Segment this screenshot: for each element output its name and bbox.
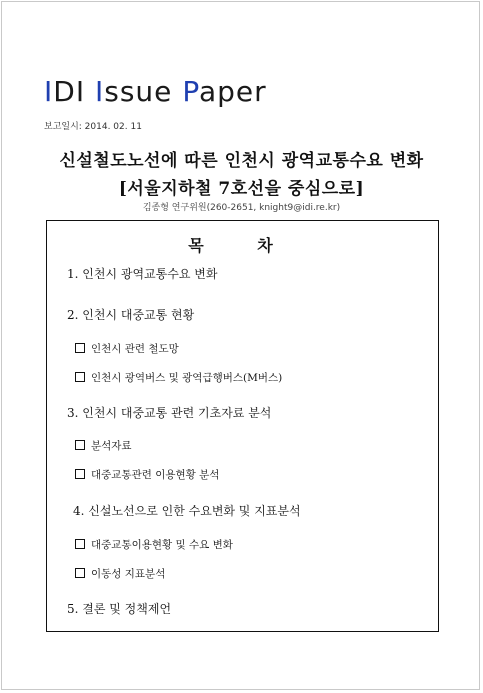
checkbox-icon — [75, 372, 85, 382]
toc-subitem-3-1 — [75, 438, 132, 453]
toc-subitem-2-1 — [75, 341, 179, 356]
toc-item-label: 대중교통이용현황 및 수요 변화 — [91, 539, 233, 551]
toc-subitem-2-2 — [75, 370, 282, 385]
document-title: 신설철도노선에 따른 인천시 광역교통수요 변화 — [59, 151, 424, 171]
checkbox-icon — [75, 440, 85, 450]
toc-item-label: 1. 인천시 광역교통수요 변화 — [67, 267, 218, 281]
checkbox-icon — [75, 539, 85, 549]
toc-heading: 목 차 — [188, 236, 297, 255]
toc-item-label: 대중교통관련 이용현황 분석 — [91, 469, 220, 481]
toc-item-label: 5. 결론 및 정책제언 — [67, 602, 172, 616]
logo-text-di: DI — [53, 75, 95, 108]
toc-item-4 — [73, 502, 301, 519]
toc-item-label: 이동성 지표분석 — [91, 568, 166, 580]
checkbox-icon — [75, 343, 85, 353]
logo-initial-issue: I — [94, 75, 105, 108]
toc-subitem-3-2 — [75, 467, 219, 482]
toc-subitem-4-1 — [75, 537, 233, 552]
checkbox-icon — [75, 469, 85, 479]
toc-item-5 — [67, 600, 171, 617]
idi-issue-paper-logo — [44, 74, 267, 110]
checkbox-icon — [75, 568, 85, 578]
toc-item-2 — [67, 306, 194, 323]
toc-item-label: 4. 신설노선으로 인한 수요변화 및 지표분석 — [73, 504, 301, 518]
logo-text-aper: aper — [198, 75, 267, 108]
toc-item-label: 2. 인천시 대중교통 현황 — [67, 308, 195, 322]
toc-item-label: 분석자료 — [91, 440, 132, 452]
toc-item-3 — [67, 404, 271, 421]
logo-text-ssue: ssue — [104, 75, 183, 108]
toc-item-label: 3. 인천시 대중교통 관련 기초자료 분석 — [67, 406, 272, 420]
logo-initial-paper: P — [182, 75, 199, 108]
table-of-contents — [46, 220, 439, 632]
toc-item-label: 인천시 관련 철도망 — [91, 343, 179, 355]
report-date: 보고일시: 2014. 02. 11 — [44, 122, 142, 132]
document-subtitle: [서울지하철 7호선을 중심으로] — [118, 179, 365, 199]
author-info: 김종형 연구위원(260-2651, knight9@idi.re.kr) — [142, 203, 341, 213]
logo-initial-i: I — [44, 75, 54, 108]
toc-item-label: 인천시 광역버스 및 광역급행버스(M버스) — [91, 372, 283, 384]
toc-subitem-4-2 — [75, 566, 165, 581]
toc-item-1 — [67, 265, 217, 282]
